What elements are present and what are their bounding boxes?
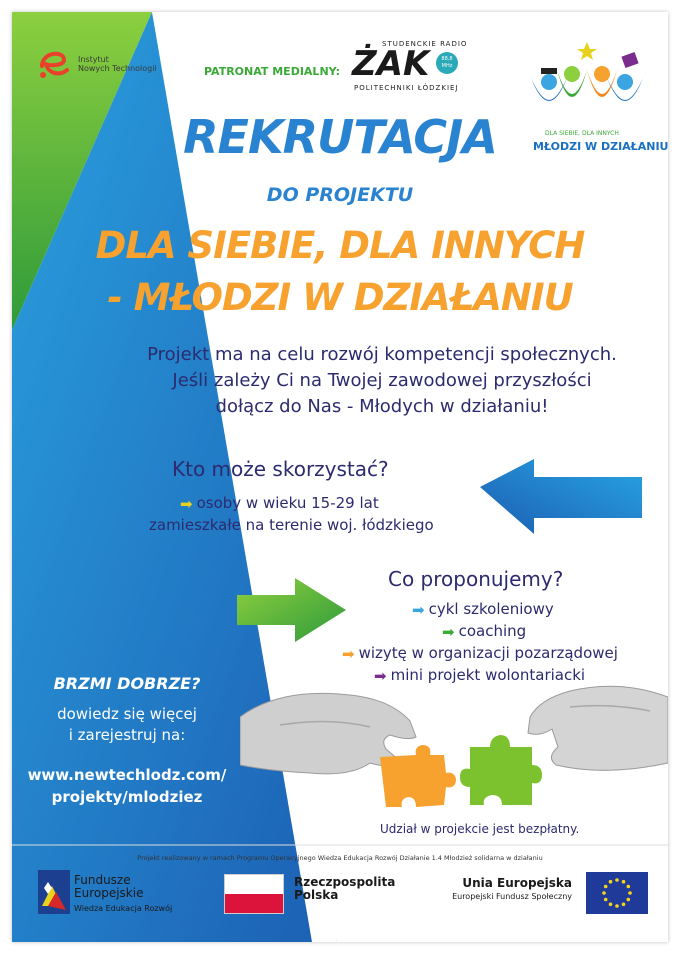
- who-heading: Kto może skorzystać?: [172, 457, 389, 481]
- orange-arrow-icon: ➡: [342, 644, 355, 663]
- patronat-label: PATRONAT MEDIALNY:: [204, 65, 341, 78]
- offer-item-1: ➡ cykl szkoleniowy: [412, 600, 554, 619]
- blue-arrow-icon: ➡: [412, 600, 425, 619]
- free-note: Udział w projekcie jest bezpłatny.: [380, 822, 580, 836]
- itn-name: Instytut Nowych Technologii: [78, 55, 157, 73]
- project-name-line1: DLA SIEBIE, DLA INNYCH: [95, 224, 585, 267]
- yellow-arrow-icon: ➡: [180, 494, 193, 513]
- fundusze-europejskie-text: Fundusze Europejskie Wiedza Edukacja Rozwój: [74, 873, 173, 913]
- intro-text: Projekt ma na celu rozwój kompetencji społecznych. Jeśli zależy Ci na Twojej zawodowej przyszłości dołącz do Nas - Młodych w działaniu!: [147, 344, 617, 417]
- itn-logo-icon: [34, 42, 74, 82]
- cta-heading: BRZMI DOBRZE?: [53, 674, 201, 693]
- poster: [12, 12, 668, 942]
- green-arrow-icon: ➡: [442, 622, 455, 641]
- radio-zak-logo: STUDENCKIE RADIO ŻAK 88,8 MHz POLITECHNIKI ŁÓDZKIEJ: [352, 40, 468, 92]
- title-sub: DO PROJEKTU: [266, 184, 414, 206]
- offer-item-2: ➡ coaching: [442, 622, 527, 641]
- cta-text: dowiedz się więcej i zarejestruj na:: [57, 705, 197, 744]
- polish-flag-icon: [224, 874, 284, 914]
- purple-arrow-icon: ➡: [374, 666, 387, 685]
- blue-arrow-left-shape: [480, 459, 642, 534]
- eu-text: Unia Europejska Europejski Fundusz Społeczny: [452, 876, 572, 901]
- rzeczpospolita-text: Rzeczpospolita Polska: [294, 875, 396, 902]
- who-line1: ➡ osoby w wieku 15-29 lat: [180, 494, 379, 513]
- offer-item-4: ➡ mini projekt wolontariacki: [374, 666, 586, 685]
- title-main: REKRUTACJA: [183, 110, 497, 164]
- project-name-line2: - MŁODZI W DZIAŁANIU: [107, 276, 573, 319]
- fundusze-europejskie-logo-icon: [38, 870, 70, 914]
- offer-item-3: ➡ wizytę w organizacji pozarządowej: [342, 644, 618, 663]
- registration-link[interactable]: www.newtechlodz.com/ projekty/mlodziez: [27, 766, 227, 806]
- who-line2: zamieszkałe na terenie woj. łódzkiego: [149, 516, 434, 534]
- offer-heading: Co proponujemy?: [388, 567, 564, 591]
- eu-flag-icon: [586, 872, 648, 914]
- project-logo: DLA SIEBIE, DLA INNYCH MŁODZI W DZIAŁANIU: [527, 38, 647, 170]
- hands-puzzle-illustration: [240, 677, 668, 817]
- program-note: Projekt realizowany w ramach Programu Operacyjnego Wiedza Edukacja Rozwój Działanie 1.4 Młodzież solidarna w działaniu: [137, 854, 543, 862]
